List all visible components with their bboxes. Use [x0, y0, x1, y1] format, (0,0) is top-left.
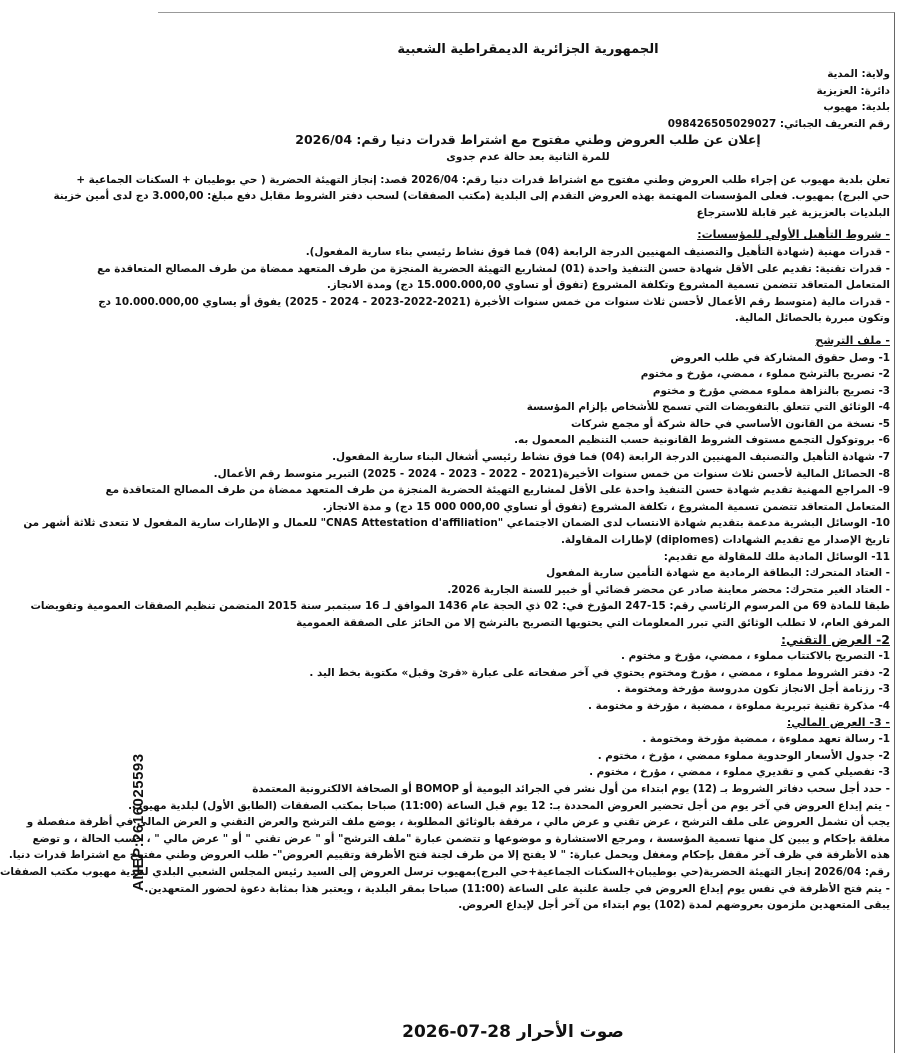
- notice-title: إعلان عن طلب العروض وطني مفتوح مع اشتراط قدرات دنيا رقم: 2026/04: [295, 132, 761, 148]
- candidature-item: 2- تصريح بالترشح مملوء ، ممضي، مؤرخ و مختوم: [640, 368, 890, 381]
- technical-offer-item: 4- مذكرة تقنية تبريرية مملوءة ، ممضية ، مؤرخة و مختومة .: [588, 699, 890, 712]
- financial-offer-heading: - 3- العرض المالي:: [786, 715, 890, 729]
- financial-offer-item: 3- تفصيلي كمي و تقديري مملوء ، ممضي ، مؤرخ ، مختوم .: [589, 766, 890, 779]
- commune-line: بلدية: مهيوب: [823, 101, 890, 114]
- candidature-item: المرفق العام، لا تطلب الوثائق التي تبرر المعلومات التي يحتويها التصريح بالترشح إلا من الحائز على الصفقة العمومية: [296, 617, 890, 629]
- eligibility-line: - قدرات مهنية (شهادة التأهيل والتصنيف المهنيين الدرجة الرابعة (04) فما فوق نشاط رئيسي بناء سارية المفعول).: [305, 245, 890, 258]
- eligibility-line: - قدرات تقنية: تقديم على الأقل شهادة حسن التنفيذ واحدة (01) لمشاريع التهيئة الحضرية المنجزة من طرف المتعهد ممضاة من طرف المصالح المتعاقدة مع: [97, 262, 890, 275]
- eligibility-heading: - شروط التأهيل الأولي للمؤسسات:: [697, 228, 890, 242]
- candidature-list: [23, 350, 890, 632]
- technical-offer-item: 1- التصريح بالاكتتاب مملوء ، ممضي، مؤرخ و مختوم .: [621, 650, 890, 663]
- republic-title: الجمهورية الجزائرية الديمقراطية الشعبية: [397, 42, 659, 57]
- closing-line: - حدد أجل سحب دفاتر الشروط بـ (12) يوم ابتداء من أول نشر في الجرائد اليومية أو BOMOP أو الصحافة الالكترونية المعتمدة: [252, 782, 890, 795]
- candidature-item: 9- المراجع المهنية تقديم شهادة حسن التنفيذ واحدة على الأقل لمشاريع التهيئة الحضرية المنجزة من طرف المتعهد ممضاة من طرف المصالح المتعاقدة مع: [105, 484, 890, 497]
- technical-offer-heading: 2- العرض التقني:: [780, 631, 890, 647]
- eligibility-line: وتكون مبررة بالحصائل المالية.: [734, 312, 890, 325]
- notice-intro: [53, 172, 890, 222]
- closing-line: يجب أن تشمل العروض على ملف الترشح ، عرض تقني و عرض مالي ، مرفقة بالوثائق المطلوبة ، يوضع ملف الترشح والعرض التقني و العرض المالي في أظرفة منفصلة و: [26, 816, 890, 829]
- intro-line: حي البرج) بمهيوب. فعلى المؤسسات المهتمة بهذه العروض التقدم إلى البلدية (مكتب الصفقات) لسحب دفتر الشروط مقابل دفع مبلغ: 3.000,00 دج لدى أمين خزينة: [53, 190, 890, 203]
- candidature-item: 4- الوثائق التي تتعلق بالتفويضات التي تسمح للأشخاص بإلزام المؤسسة: [526, 401, 890, 414]
- candidature-item: تاريخ الإصدار مع تقديم الشهادات (diplomes) لإطارات المقاولة.: [560, 534, 890, 547]
- candidature-item: 10- الوسائل البشرية مدعمة بتقديم شهادة الانتساب لدى الضمان الاجتماعي "CNAS Attestation d'affiliation" للعمال و الإطارات سارية المفعول لا تتعدى ثلاثة أشهر من: [23, 517, 890, 530]
- financial-offer-item: 2- جدول الأسعار الوحدوية مملوء ممضي ، مؤرخ ، مختوم .: [597, 749, 890, 762]
- technical-offer-list: [166, 648, 890, 714]
- candidature-item: 1- وصل حقوق المشاركة في طلب العروض: [670, 351, 890, 364]
- closing-line: هذه الأظرفة في ظرف آخر مقفل بإحكام ومغفل ويحمل عبارة: " لا يفتح إلا من طرف لجنة فتح الأظرفة وتقييم العروض"- طلب العروض وطني مفتوح مع اشتراط قدرات دنيا.: [8, 849, 890, 862]
- newspaper-footer: صوت الأحرار 28-07-2026: [402, 1022, 624, 1042]
- candidature-item: 11- الوسائل المادية ملك للمقاولة مع تقديم:: [663, 550, 890, 563]
- candidature-item: 6- بروتوكول التجمع مستوف الشروط القانونية حسب التنظيم المعمول به.: [514, 434, 890, 447]
- anep-reference-stamp: ANEP:2616025593: [130, 753, 147, 892]
- financial-offer-list: [166, 731, 890, 781]
- candidature-item: - العتاد المتحرك: البطاقة الرمادية مع شهادة التأمين سارية المفعول: [546, 567, 890, 580]
- candidature-item: 5- نسخة من القانون الأساسي في حالة شركة أو مجمع شركات: [570, 417, 890, 430]
- technical-offer-item: 3- رزنامة أجل الانجاز تكون مدروسة مؤرخة ومختومة .: [616, 683, 890, 696]
- intro-line: البلديات بالعزيزية غير قابلة للاسترجاع: [696, 206, 890, 219]
- closing-line: مغلقة بإحكام و يبين كل منها تسمية المؤسسة ، ومرجع الاستشارة و موضوعها و تتضمن عبارة "ملف الترشح" أو " عرض تقني " أو " عرض مالي " ، حسب الحالة ، و توضع: [32, 832, 890, 845]
- technical-offer-item: 2- دفتر الشروط مملوء ، ممضي ، مؤرخ ومختوم يحتوي في آخر صفحاته على عبارة «قرئ وقبل» مكتوبة بخط اليد .: [309, 666, 890, 679]
- candidature-heading: - ملف الترشح: [815, 333, 890, 347]
- candidature-item: - العتاد الغير متحرك: محضر معاينة صادر عن محضر قضائي أو خبير للسنة الجارية 2026.: [447, 583, 890, 596]
- candidature-item: 7- شهادة التأهيل والتصنيف المهنيين الدرجة الرابعة (04) فما فوق نشاط رئيسي أشغال البناء سارية المفعول.: [332, 451, 890, 464]
- eligibility-list: [97, 244, 890, 327]
- eligibility-line: - قدرات مالية (متوسط رقم الأعمال لأحسن ثلاث سنوات من خمس سنوات الأخيرة (2021-2022-2023 - 2024 - 2025) يفوق أو يساوي 10.000.000,00 دج: [98, 295, 890, 308]
- closing-line: رقم: 2026/04 إنجاز التهيئة الحضرية(حي بوطيبان+السكنات الجماعية+حي البرج)بمهيوب ترسل العروض إلى السيد رئيس المجلس الشعبي البلدي لبلدية مهيوب مكتب الصفقات: [0, 865, 890, 878]
- closing-line: - يتم فتح الأظرفة في نفس يوم إيداع العروض في جلسة علنية على الساعة (11:00) صباحا بمقر البلدية ، ويعتبر هذا بمثابة دعوة لحضور المتعهدين.: [144, 882, 890, 895]
- wilaya-line: ولاية: المدية: [827, 68, 890, 80]
- notice-subtitle: للمرة الثانية بعد حالة عدم جدوى: [446, 150, 610, 163]
- tax-id-line: رقم التعريف الجبائي: 098426505029027: [667, 117, 890, 130]
- financial-offer-item: 1- رسالة تعهد مملوءة ، ممضية مؤرخة ومختومة .: [642, 733, 890, 746]
- closing-line: يبقى المتعهدين ملزمون بعروضهم لمدة (102) يوم ابتداء من آخر أجل لإيداع العروض.: [458, 899, 890, 912]
- eligibility-line: المتعامل المتعاقد تتضمن تسمية المشروع وتكلفة المشروع (تفوق أو تساوي 15.000.000,00 دج) ومدة الانجاز.: [326, 279, 890, 292]
- candidature-item: 8- الحصائل المالية لأحسن ثلاث سنوات من خمس سنوات الأخيرة(2021 - 2022 - 2023 - 2024 - 2025) التبرير متوسط رقم الأعمال.: [213, 467, 890, 480]
- candidature-item: طبقا للمادة 69 من المرسوم الرئاسي رقم: 15-247 المؤرخ في: 02 ذي الحجة عام 1436 الموافق لـ 16 سبتمبر سنة 2015 المتضمن تنظيم الصفقات العمومية وتفويضات: [30, 600, 890, 613]
- closing-line: - يتم إيداع العروض في آخر يوم من أجل تحضير العروض المحددة بـ: 12 يوم قبل الساعة (11:00) صباحا بمكتب الصفقات (الطابق الأول) لبلدية مهيوب.: [128, 799, 890, 812]
- candidature-item: 3- تصريح بالنزاهة مملوء ممضي مؤرخ و مختوم: [652, 384, 890, 397]
- intro-line: تعلن بلدية مهيوب عن إجراء طلب العروض وطني مفتوح مع اشتراط قدرات دنيا رقم: 2026/04 قصد: إنجاز التهيئة الحضرية ( حي بوطيبان + السكنات الجماعية +: [76, 173, 890, 186]
- daira-line: دائرة: العزيزية: [816, 84, 890, 97]
- candidature-item: المتعامل المتعاقد تتضمن تسمية المشروع ، تكلفة المشروع (تفوق أو تساوي 000,00 000 15 دج) و مدة الانجاز.: [322, 500, 890, 513]
